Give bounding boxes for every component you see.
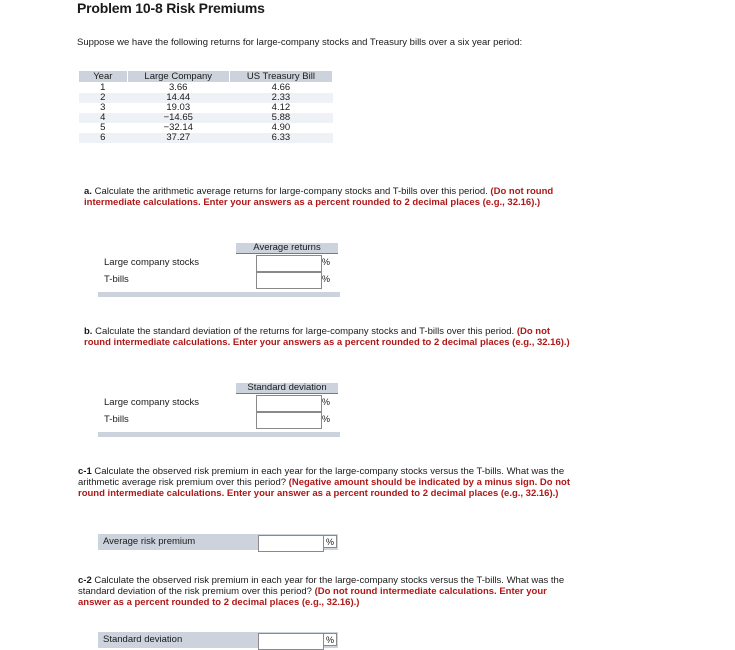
question-c1 xyxy=(78,466,574,499)
percent-sign: % xyxy=(322,274,331,284)
table-row xyxy=(79,93,333,103)
risk-premium-std-dev-input[interactable] xyxy=(258,633,324,650)
question-b-label: b. xyxy=(84,326,93,337)
column-header-standard-deviation: Standard deviation xyxy=(236,383,338,394)
average-return-large-company-input[interactable] xyxy=(256,255,322,272)
header-large-company: Large Company xyxy=(127,71,229,83)
row-label: Standard deviation xyxy=(103,634,183,645)
question-a-text: Calculate the arithmetic average returns for large-company stocks and T-bills over this period. xyxy=(94,186,488,197)
row-label: Large company stocks xyxy=(104,397,200,408)
answer-row-t-bills xyxy=(98,411,338,428)
percent-sign: % xyxy=(323,535,337,548)
std-dev-large-company-input[interactable] xyxy=(256,395,322,412)
year-cell: 2 xyxy=(79,93,128,103)
returns-table-header xyxy=(79,71,333,83)
question-c2-instructions: (Do not round intermediate calculations. Enter your answer as a percent rounded to 2 decimal places (e.g., 32.16).) xyxy=(78,586,547,608)
question-c1-text: Calculate the observed risk premium in each year for the large-company stocks versus the T-bills. What was the arithmetic average risk premium over this period? xyxy=(78,466,565,488)
treasury-bill-cell: 4.90 xyxy=(271,122,291,133)
row-label: Large company stocks xyxy=(104,257,200,268)
year-cell: 3 xyxy=(100,102,106,113)
row-label: T-bills xyxy=(104,414,129,425)
percent-sign: % xyxy=(322,257,331,267)
answer-row-large-company-stocks xyxy=(98,254,338,271)
treasury-bill-cell: 6.33 xyxy=(229,133,332,143)
average-risk-premium-input[interactable] xyxy=(258,535,324,552)
question-c2-label: c-2 xyxy=(78,575,92,586)
question-b-instructions: (Do not round intermediate calculations. Enter your answers as a percent rounded to 2 decimal places (e.g., 32.16).) xyxy=(84,326,570,348)
row-label: T-bills xyxy=(104,274,129,285)
table-footer-bar xyxy=(98,432,340,437)
table-row xyxy=(79,113,333,123)
row-label: Average risk premium xyxy=(103,536,196,547)
year-cell: 5 xyxy=(100,122,106,133)
page-title: Problem 10-8 Risk Premiums xyxy=(77,0,265,16)
table-footer-bar xyxy=(98,292,340,297)
percent-sign: % xyxy=(322,414,331,424)
answer-row-average-risk-premium xyxy=(98,534,338,550)
table-row xyxy=(79,103,333,113)
large-company-cell: −32.14 xyxy=(163,122,193,133)
question-a-instructions: (Do not round intermediate calculations. Enter your answers as a percent rounded to 2 decimal places (e.g., 32.16).) xyxy=(84,186,554,208)
header-year: Year xyxy=(79,71,128,83)
question-c2-text: Calculate the observed risk premium in each year for the large-company stocks versus the T-bills. What was the standard deviation of the risk premium over this period? xyxy=(78,575,565,597)
header-treasury-bill: US Treasury Bill xyxy=(229,71,332,83)
percent-sign: % xyxy=(322,397,331,407)
year-cell: 4 xyxy=(79,113,128,123)
question-a-label: a. xyxy=(84,186,92,197)
treasury-bill-cell: 2.33 xyxy=(229,93,332,103)
question-c1-label: c-1 xyxy=(78,466,92,477)
answer-row-t-bills xyxy=(98,271,338,288)
large-company-cell: 3.66 xyxy=(168,82,188,93)
question-b xyxy=(84,326,574,348)
year-cell: 6 xyxy=(79,133,128,143)
question-b-text: Calculate the standard deviation of the returns for large-company stocks and T-bills over this period. xyxy=(95,326,515,337)
large-company-cell: 37.27 xyxy=(127,133,229,143)
large-company-cell: 19.03 xyxy=(166,102,191,113)
table-row xyxy=(79,83,333,94)
large-company-cell: −14.65 xyxy=(127,113,229,123)
returns-table xyxy=(78,70,333,143)
treasury-bill-cell: 5.88 xyxy=(229,113,332,123)
question-a xyxy=(84,186,574,208)
column-header-average-returns: Average returns xyxy=(236,243,338,254)
large-company-cell: 14.44 xyxy=(127,93,229,103)
average-return-t-bills-input[interactable] xyxy=(256,272,322,289)
table-row xyxy=(79,133,333,143)
std-dev-t-bills-input[interactable] xyxy=(256,412,322,429)
answer-row-large-company-stocks xyxy=(98,394,338,411)
treasury-bill-cell: 4.66 xyxy=(271,82,291,93)
year-cell: 1 xyxy=(100,82,106,93)
intro-text: Suppose we have the following returns for large-company stocks and Treasury bills over a six year period: xyxy=(77,37,523,48)
answer-table-b xyxy=(98,383,340,438)
question-c2 xyxy=(78,575,574,608)
question-c1-instructions: (Negative amount should be indicated by a minus sign. Do not round intermediate calculations. Enter your answer as a percent rounded to 2 decimal places (e.g., 32.16).) xyxy=(78,477,571,499)
answer-table-a xyxy=(98,243,340,298)
treasury-bill-cell: 4.12 xyxy=(271,102,291,113)
answer-row-risk-premium-std-dev xyxy=(98,632,338,648)
table-row xyxy=(79,123,333,133)
percent-sign: % xyxy=(323,633,337,646)
